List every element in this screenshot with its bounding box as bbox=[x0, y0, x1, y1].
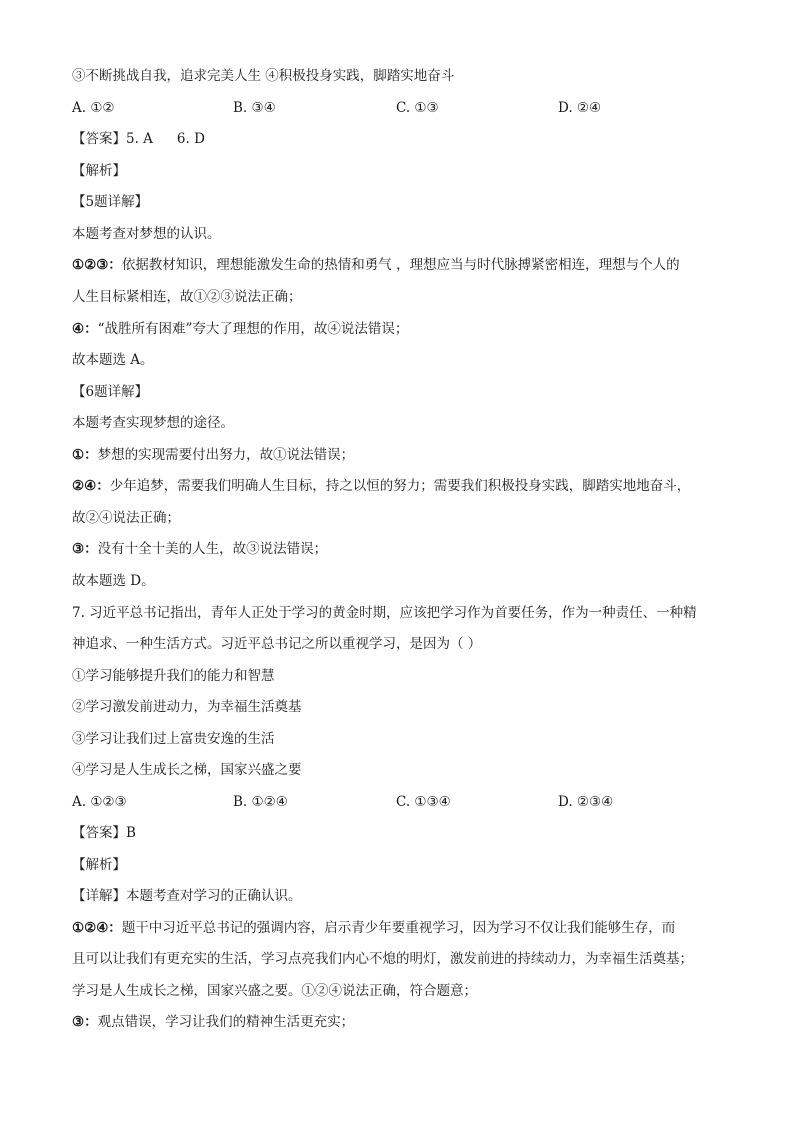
q5-conclusion: 故本题选 A。 bbox=[72, 352, 154, 368]
q5-explain-1-label: ①②③： bbox=[72, 257, 122, 273]
q7-detail-topic: 【详解】本题考查对学习的正确认识。 bbox=[72, 888, 302, 904]
q6-explain-2-label: ②④： bbox=[72, 478, 110, 494]
q7-option-d: D. ②③④ bbox=[558, 794, 614, 810]
q7-statement-4: ④学习是人生成长之梯，国家兴盛之要 bbox=[72, 762, 302, 778]
answer-label: 【答案】 bbox=[72, 825, 126, 841]
q7-statement-1: ①学习能够提升我们的能力和智慧 bbox=[72, 668, 275, 684]
q6-explain-1-text: 梦想的实现需要付出努力，故①说法错误； bbox=[97, 447, 355, 463]
q7-explain-2 bbox=[72, 1013, 722, 1031]
q6-explain-1 bbox=[72, 446, 722, 464]
q7-stem-cont: 神追求、一种生活方式。习近平总书记之所以重视学习，是因为（ ） bbox=[72, 636, 482, 652]
q5-explain-2 bbox=[72, 320, 722, 338]
q5-option-c: C. ①③ bbox=[396, 100, 439, 116]
q7-explain-2-text: 观点错误，学习让我们的精神生活更充实； bbox=[97, 1014, 355, 1030]
q6-explain-3-text: 没有十全十美的人生，故③说法错误； bbox=[97, 541, 328, 557]
q7-option-c: C. ①③④ bbox=[396, 794, 451, 810]
q5-topic: 本题考查对梦想的认识。 bbox=[72, 226, 221, 242]
q7-statement-3: ③学习让我们过上富贵安逸的生活 bbox=[72, 731, 275, 747]
q7-explain-1-cont: 且可以让我们有更充实的生活，学习点亮我们内心不熄的明灯，激发前进的持续动力，为幸福生活奠基； bbox=[72, 951, 693, 967]
answer-5: 5. A bbox=[126, 131, 153, 147]
q5-explain-2-label: ④： bbox=[72, 321, 98, 337]
q5-explain-2-text: “战胜所有困难”夸大了理想的作用，故④说法错误； bbox=[97, 321, 409, 337]
q6-conclusion: 故本题选 D。 bbox=[72, 573, 155, 589]
q6-explain-2 bbox=[72, 477, 722, 495]
q6-explain-1-label: ①： bbox=[72, 447, 98, 463]
q7-explain-1-label: ①②④： bbox=[72, 920, 122, 936]
q7-explain-1-text: 题干中习近平总书记的强调内容，启示青少年要重视学习，因为学习不仅让我们能够生存，而 bbox=[121, 920, 676, 936]
q7-statement-2: ②学习激发前进动力，为幸福生活奠基 bbox=[72, 699, 302, 715]
q5-detail-heading: 【5题详解】 bbox=[72, 194, 149, 210]
q5-option-b: B. ③④ bbox=[233, 100, 276, 116]
q5-option-d: D. ②④ bbox=[558, 100, 602, 116]
q6-explain-2-text: 少年追梦，需要我们明确人生目标，持之以恒的努力；需要我们积极投身实践，脚踏实地地奋斗， bbox=[109, 478, 691, 494]
answer-6: 6. D bbox=[176, 131, 205, 147]
answer-7: B bbox=[126, 825, 136, 841]
q6-topic: 本题考查实现梦想的途径。 bbox=[72, 415, 234, 431]
q7-explain-2-label: ③： bbox=[72, 1014, 98, 1030]
analysis-heading-q7: 【解析】 bbox=[72, 857, 126, 873]
q6-explain-3-label: ③： bbox=[72, 541, 98, 557]
q6-explain-2-cont: 故②④说法正确； bbox=[72, 510, 180, 526]
answer-q5-q6 bbox=[72, 130, 722, 148]
q6-explain-3 bbox=[72, 540, 722, 558]
q5-explain-1 bbox=[72, 256, 722, 274]
q7-explain-1 bbox=[72, 919, 722, 937]
answer-label: 【答案】 bbox=[72, 131, 126, 147]
q5-choice-line-3-4: ③不断挑战自我，追求完美人生 ④积极投身实践，脚踏实地奋斗 bbox=[72, 68, 455, 84]
q7-stem: 7. 习近平总书记指出，青年人正处于学习的黄金时期，应该把学习作为首要任务，作为一种责任、一种精 bbox=[72, 605, 697, 621]
analysis-heading: 【解析】 bbox=[72, 163, 126, 179]
q5-option-a: A. ①② bbox=[72, 100, 115, 116]
q5-explain-1-cont: 人生目标紧相连，故①②③说法正确； bbox=[72, 289, 302, 305]
q6-detail-heading: 【6题详解】 bbox=[72, 384, 149, 400]
q5-explain-1-text: 依据教材知识，理想能激发生命的热情和勇气 ，理想应当与时代脉搏紧密相连，理想与个人的 bbox=[121, 257, 680, 273]
q7-explain-1-cont-2: 学习是人生成长之梯，国家兴盛之要。①②④说法正确，符合题意； bbox=[72, 983, 477, 999]
q7-option-b: B. ①②④ bbox=[233, 794, 288, 810]
answer-q7 bbox=[72, 824, 722, 842]
q7-option-a: A. ①②③ bbox=[72, 794, 127, 810]
